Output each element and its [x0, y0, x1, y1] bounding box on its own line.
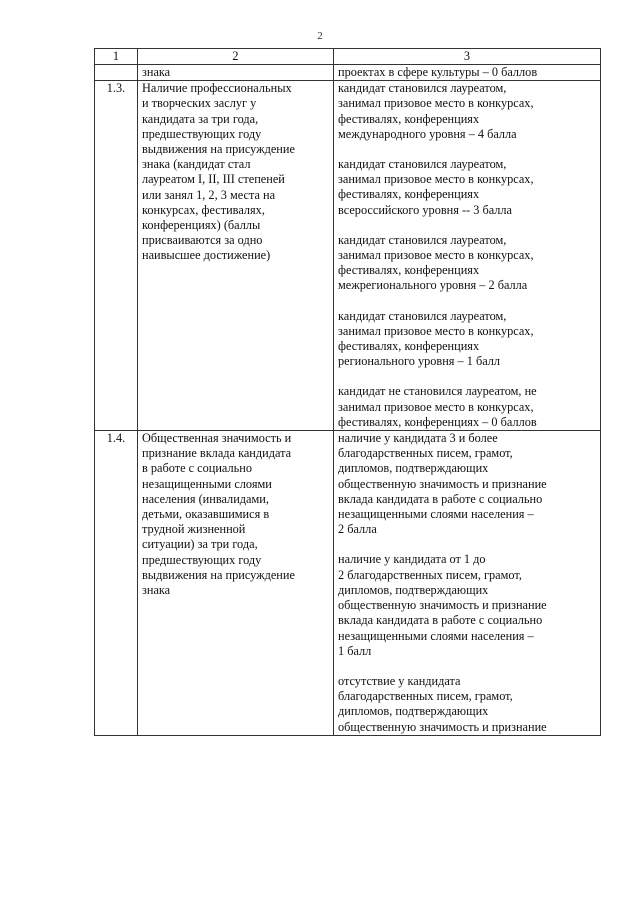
table-row — [95, 81, 601, 431]
score-option: кандидат не становился лауреатом, не занимал призовое место в конкурсах, фестивалях, конференциях – 0 баллов — [338, 384, 537, 429]
page-number: 2 — [317, 30, 323, 42]
row-number: 1.4. — [95, 431, 138, 736]
score-cell — [334, 81, 601, 431]
criteria-table — [94, 48, 601, 736]
header-cell-1: 1 — [95, 49, 138, 65]
header-cell-3: 3 — [334, 49, 601, 65]
score-option: кандидат становился лауреатом, занимал призовое место в конкурсах, фестивалях, конференциях международного уровня – 4 балла — [338, 81, 534, 141]
header-cell-2: 2 — [138, 49, 334, 65]
table-row — [95, 65, 601, 81]
row-number — [95, 65, 138, 81]
criterion-text: знака — [138, 65, 334, 81]
score-option: кандидат становился лауреатом, занимал призовое место в конкурсах, фестивалях, конференциях регионального уровня – 1 балл — [338, 308, 534, 369]
score-option: кандидат становился лауреатом, занимал призовое место в конкурсах, фестивалях, конференциях межрегионального уровня – 2 балла — [338, 232, 534, 293]
row-number: 1.3. — [95, 81, 138, 431]
score-option: наличие у кандидата от 1 до 2 благодарственных писем, грамот, дипломов, подтверждающих общественную значимость и признание вклада кандидата в работе с социально незащищенными слоями населения – 1 балл — [338, 552, 547, 658]
table-header-row — [95, 49, 601, 65]
criterion-text: Наличие профессиональных и творческих заслуг у кандидата за три года, предшествующих году выдвижения на присуждение знака (кандидат стал лауреатом I, II, III степеней или занял 1, 2, 3 места на конкурсах, фестивалях, конференциях) (баллы присваиваются за одно наивысшее достижение) — [138, 81, 334, 431]
score-option: наличие у кандидата 3 и более благодарственных писем, грамот, дипломов, подтверждающих общественную значимость и признание вклада кандидата в работе с социально незащищенными слоями населения – 2 балла — [338, 431, 547, 537]
score-option: проектах в сфере культуры – 0 баллов — [338, 65, 538, 79]
score-cell — [334, 65, 601, 81]
criterion-text: Общественная значимость и признание вклада кандидата в работе с социально незащищенными слоями населения (инвалидами, детьми, оказавшимися в трудной жизненной ситуации) за три года, предшествующих году выдвижения на присуждение знака — [138, 431, 334, 736]
score-cell — [334, 431, 601, 736]
table-row — [95, 431, 601, 736]
score-option: отсутствие у кандидата благодарственных писем, грамот, дипломов, подтверждающих общественную значимость и признание — [338, 673, 547, 734]
score-option: кандидат становился лауреатом, занимал призовое место в конкурсах, фестивалях, конференциях всероссийского уровня -- 3 балла — [338, 157, 534, 217]
